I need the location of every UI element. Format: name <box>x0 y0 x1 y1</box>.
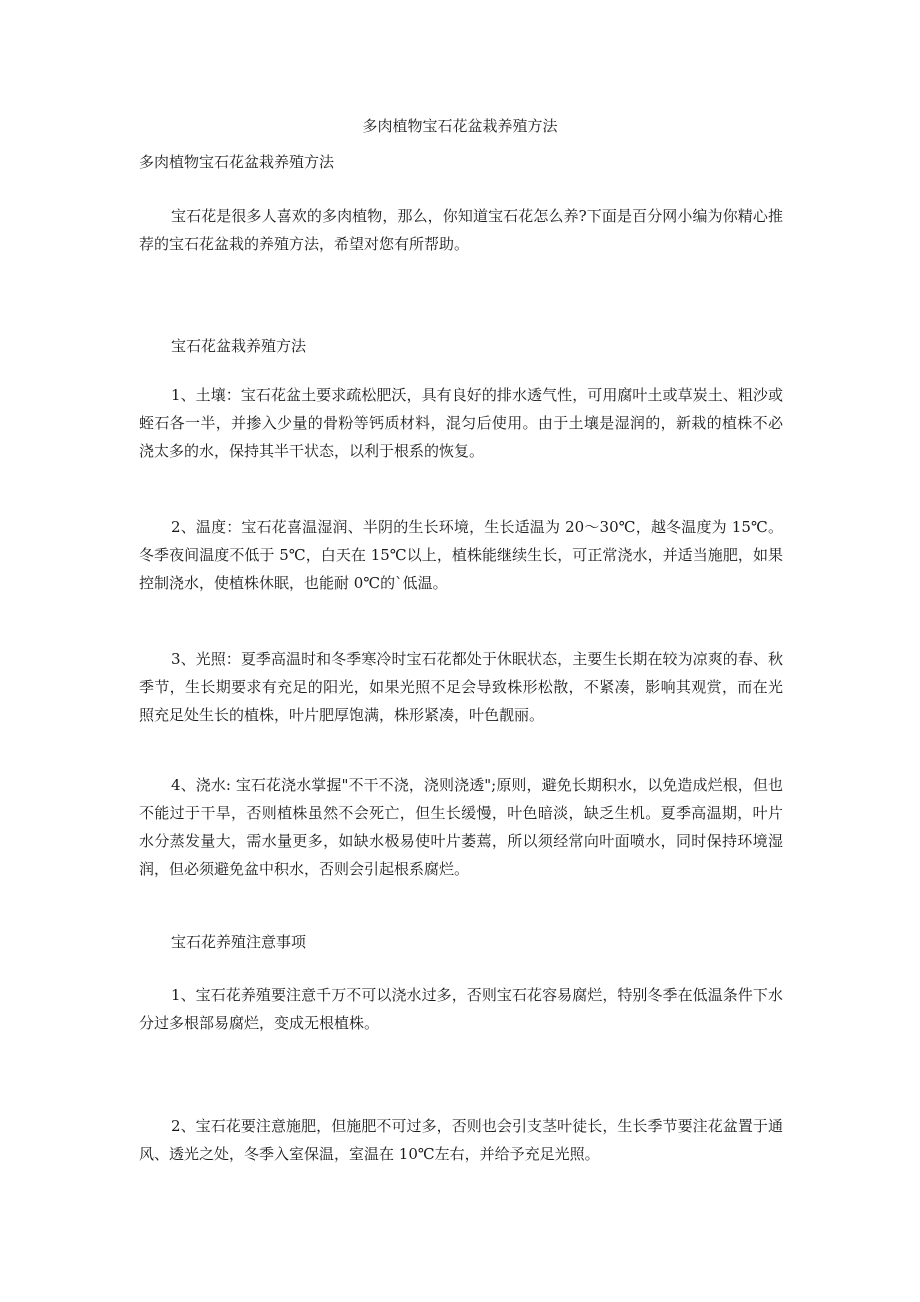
intro-paragraph: 宝石花是很多人喜欢的多肉植物，那么，你知道宝石花怎么养?下面是百分网小编为你精心推荐的宝石花盆栽的养殖方法，希望对您有所帮助。 <box>139 207 783 253</box>
paragraph-note-2: 2、宝石花要注意施肥，但施肥不可过多，否则也会引支茎叶徒长，生长季节要注花盆置于通风、透光之处，冬季入室保温，室温在 10℃左右，并给予充足光照。 <box>139 1117 783 1163</box>
section-heading-notes: 宝石花养殖注意事项 <box>171 933 307 951</box>
document-subtitle: 多肉植物宝石花盆栽养殖方法 <box>139 153 335 171</box>
paragraph-soil: 1、土壤：宝石花盆土要求疏松肥沃，具有良好的排水透气性，可用腐叶土或草炭土、粗沙或蛭石各一半，并掺入少量的骨粉等钙质材料，混匀后使用。由于土壤是湿润的，新栽的植株不必浇太多的水，保持其半干状态，以利于根系的恢复。 <box>139 386 783 460</box>
paragraph-light: 3、光照：夏季高温时和冬季寒冷时宝石花都处于休眠状态，主要生长期在较为凉爽的春、秋季节，生长期要求有充足的阳光，如果光照不足会导致株形松散，不紧凑，影响其观赏，而在光照充足处生长的植株，叶片肥厚饱满，株形紧凑，叶色靓丽。 <box>139 650 783 724</box>
document-title: 多肉植物宝石花盆栽养殖方法 <box>362 117 558 135</box>
section-heading-method: 宝石花盆栽养殖方法 <box>171 337 307 355</box>
paragraph-watering: 4、浇水: 宝石花浇水掌握"不干不浇，浇则浇透";原则，避免长期积水，以免造成烂根，但也不能过于干旱，否则植株虽然不会死亡，但生长缓慢，叶色暗淡，缺乏生机。夏季高温期，叶片水分蒸发量大，需水量更多，如缺水极易使叶片萎蔫，所以须经常向叶面喷水，同时保持环境湿润，但必须避免盆中积水，否则会引起根系腐烂。 <box>139 776 783 878</box>
paragraph-temperature: 2、温度：宝石花喜温湿润、半阴的生长环境，生长适温为 20～30℃，越冬温度为 15℃。冬季夜间温度不低于 5℃，白天在 15℃以上，植株能继续生长，可正常浇水，并适当施肥，如果控制浇水，使植株休眠，也能耐 0℃的`低温。 <box>139 518 783 592</box>
paragraph-note-1: 1、宝石花养殖要注意千万不可以浇水过多，否则宝石花容易腐烂，特别冬季在低温条件下水分过多根部易腐烂，变成无根植株。 <box>139 986 783 1032</box>
